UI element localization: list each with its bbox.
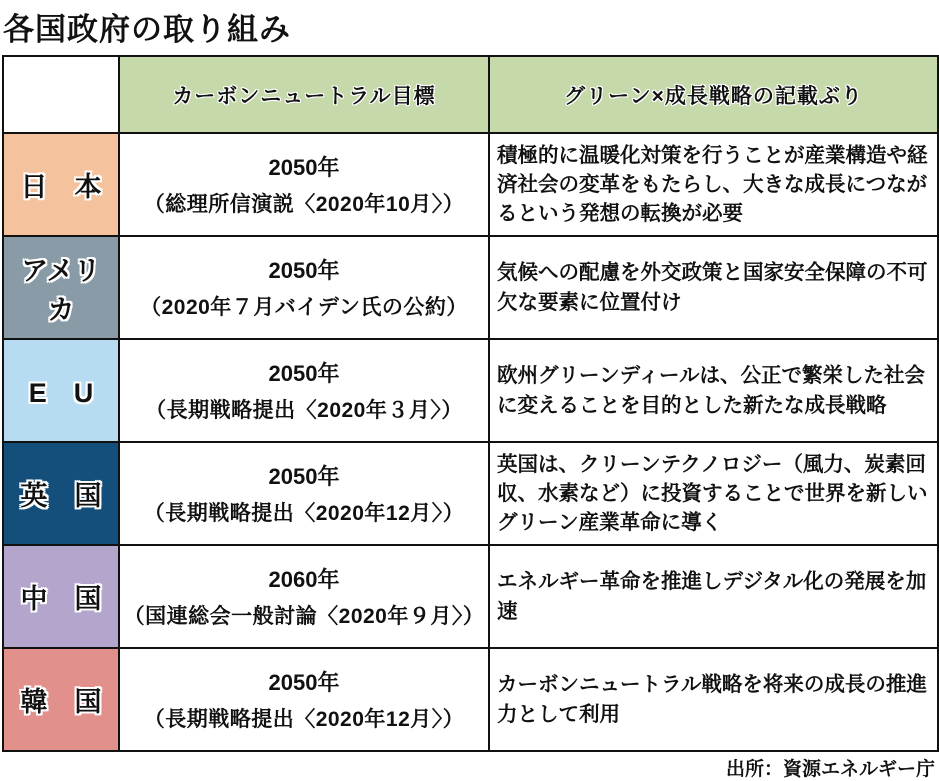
target-cell xyxy=(119,236,489,339)
countries-table xyxy=(2,55,939,752)
country-cell xyxy=(3,339,119,442)
target-year: 2060年 xyxy=(268,567,340,592)
target-cell xyxy=(119,648,489,751)
country-label: 英 国 xyxy=(20,481,102,511)
country-cell xyxy=(3,236,119,339)
header-row xyxy=(3,56,938,133)
target-cell xyxy=(119,545,489,648)
country-label: 中 国 xyxy=(20,584,102,614)
target-cell xyxy=(119,442,489,545)
target-note: （2020年７月バイデン氏の公約） xyxy=(140,296,468,319)
country-label: E U xyxy=(28,378,94,408)
target-year: 2050年 xyxy=(268,361,340,386)
strategy-cell: カーボンニュートラル戦略を将来の成長の推進力として利用 xyxy=(489,648,938,751)
country-label: 韓 国 xyxy=(20,687,102,717)
target-year: 2050年 xyxy=(268,464,340,489)
target-note: （長期戦略提出〈2020年12月〉） xyxy=(143,502,465,525)
strategy-cell: エネルギー革命を推進しデジタル化の発展を加速 xyxy=(489,545,938,648)
target-cell xyxy=(119,133,489,236)
strategy-cell: 欧州グリーンディールは、公正で繁栄した社会に変えることを目的とした新たな成長戦略 xyxy=(489,339,938,442)
strategy-cell: 積極的に温暖化対策を行うことが産業構造や経済社会の変革をもたらし、大きな成長につながるという発想の転換が必要 xyxy=(489,133,938,236)
table-row xyxy=(3,648,938,751)
target-cell xyxy=(119,339,489,442)
corner-cell xyxy=(3,56,119,133)
country-cell xyxy=(3,545,119,648)
table-row xyxy=(3,545,938,648)
country-cell xyxy=(3,648,119,751)
table-row xyxy=(3,339,938,442)
target-note: （総理所信演説〈2020年10月〉） xyxy=(143,193,465,216)
target-year: 2050年 xyxy=(268,670,340,695)
target-year: 2050年 xyxy=(268,155,340,180)
strategy-cell: 気候への配慮を外交政策と国家安全保障の不可欠な要素に位置付け xyxy=(489,236,938,339)
target-note: （国連総会一般討論〈2020年９月〉） xyxy=(123,605,485,628)
source-attribution: 出所：資源エネルギー庁 xyxy=(725,759,935,780)
country-cell xyxy=(3,133,119,236)
strategy-cell: 英国は、クリーンテクノロジー（風力、炭素回収、水素など）に投資することで世界を新しいグリーン産業革命に導く xyxy=(489,442,938,545)
target-note: （長期戦略提出〈2020年３月〉） xyxy=(145,399,463,422)
table-row xyxy=(3,133,938,236)
country-cell xyxy=(3,442,119,545)
target-note: （長期戦略提出〈2020年12月〉） xyxy=(143,708,465,731)
target-year: 2050年 xyxy=(268,258,340,283)
table-row xyxy=(3,236,938,339)
country-label: アメリカ xyxy=(21,255,101,325)
column-header-strategy: グリーン×成長戦略の記載ぶり xyxy=(489,56,938,133)
column-header-target: カーボンニュートラル目標 xyxy=(119,56,489,133)
page-title: 各国政府の取り組み xyxy=(3,12,291,47)
country-label: 日 本 xyxy=(20,172,102,202)
table-row xyxy=(3,442,938,545)
